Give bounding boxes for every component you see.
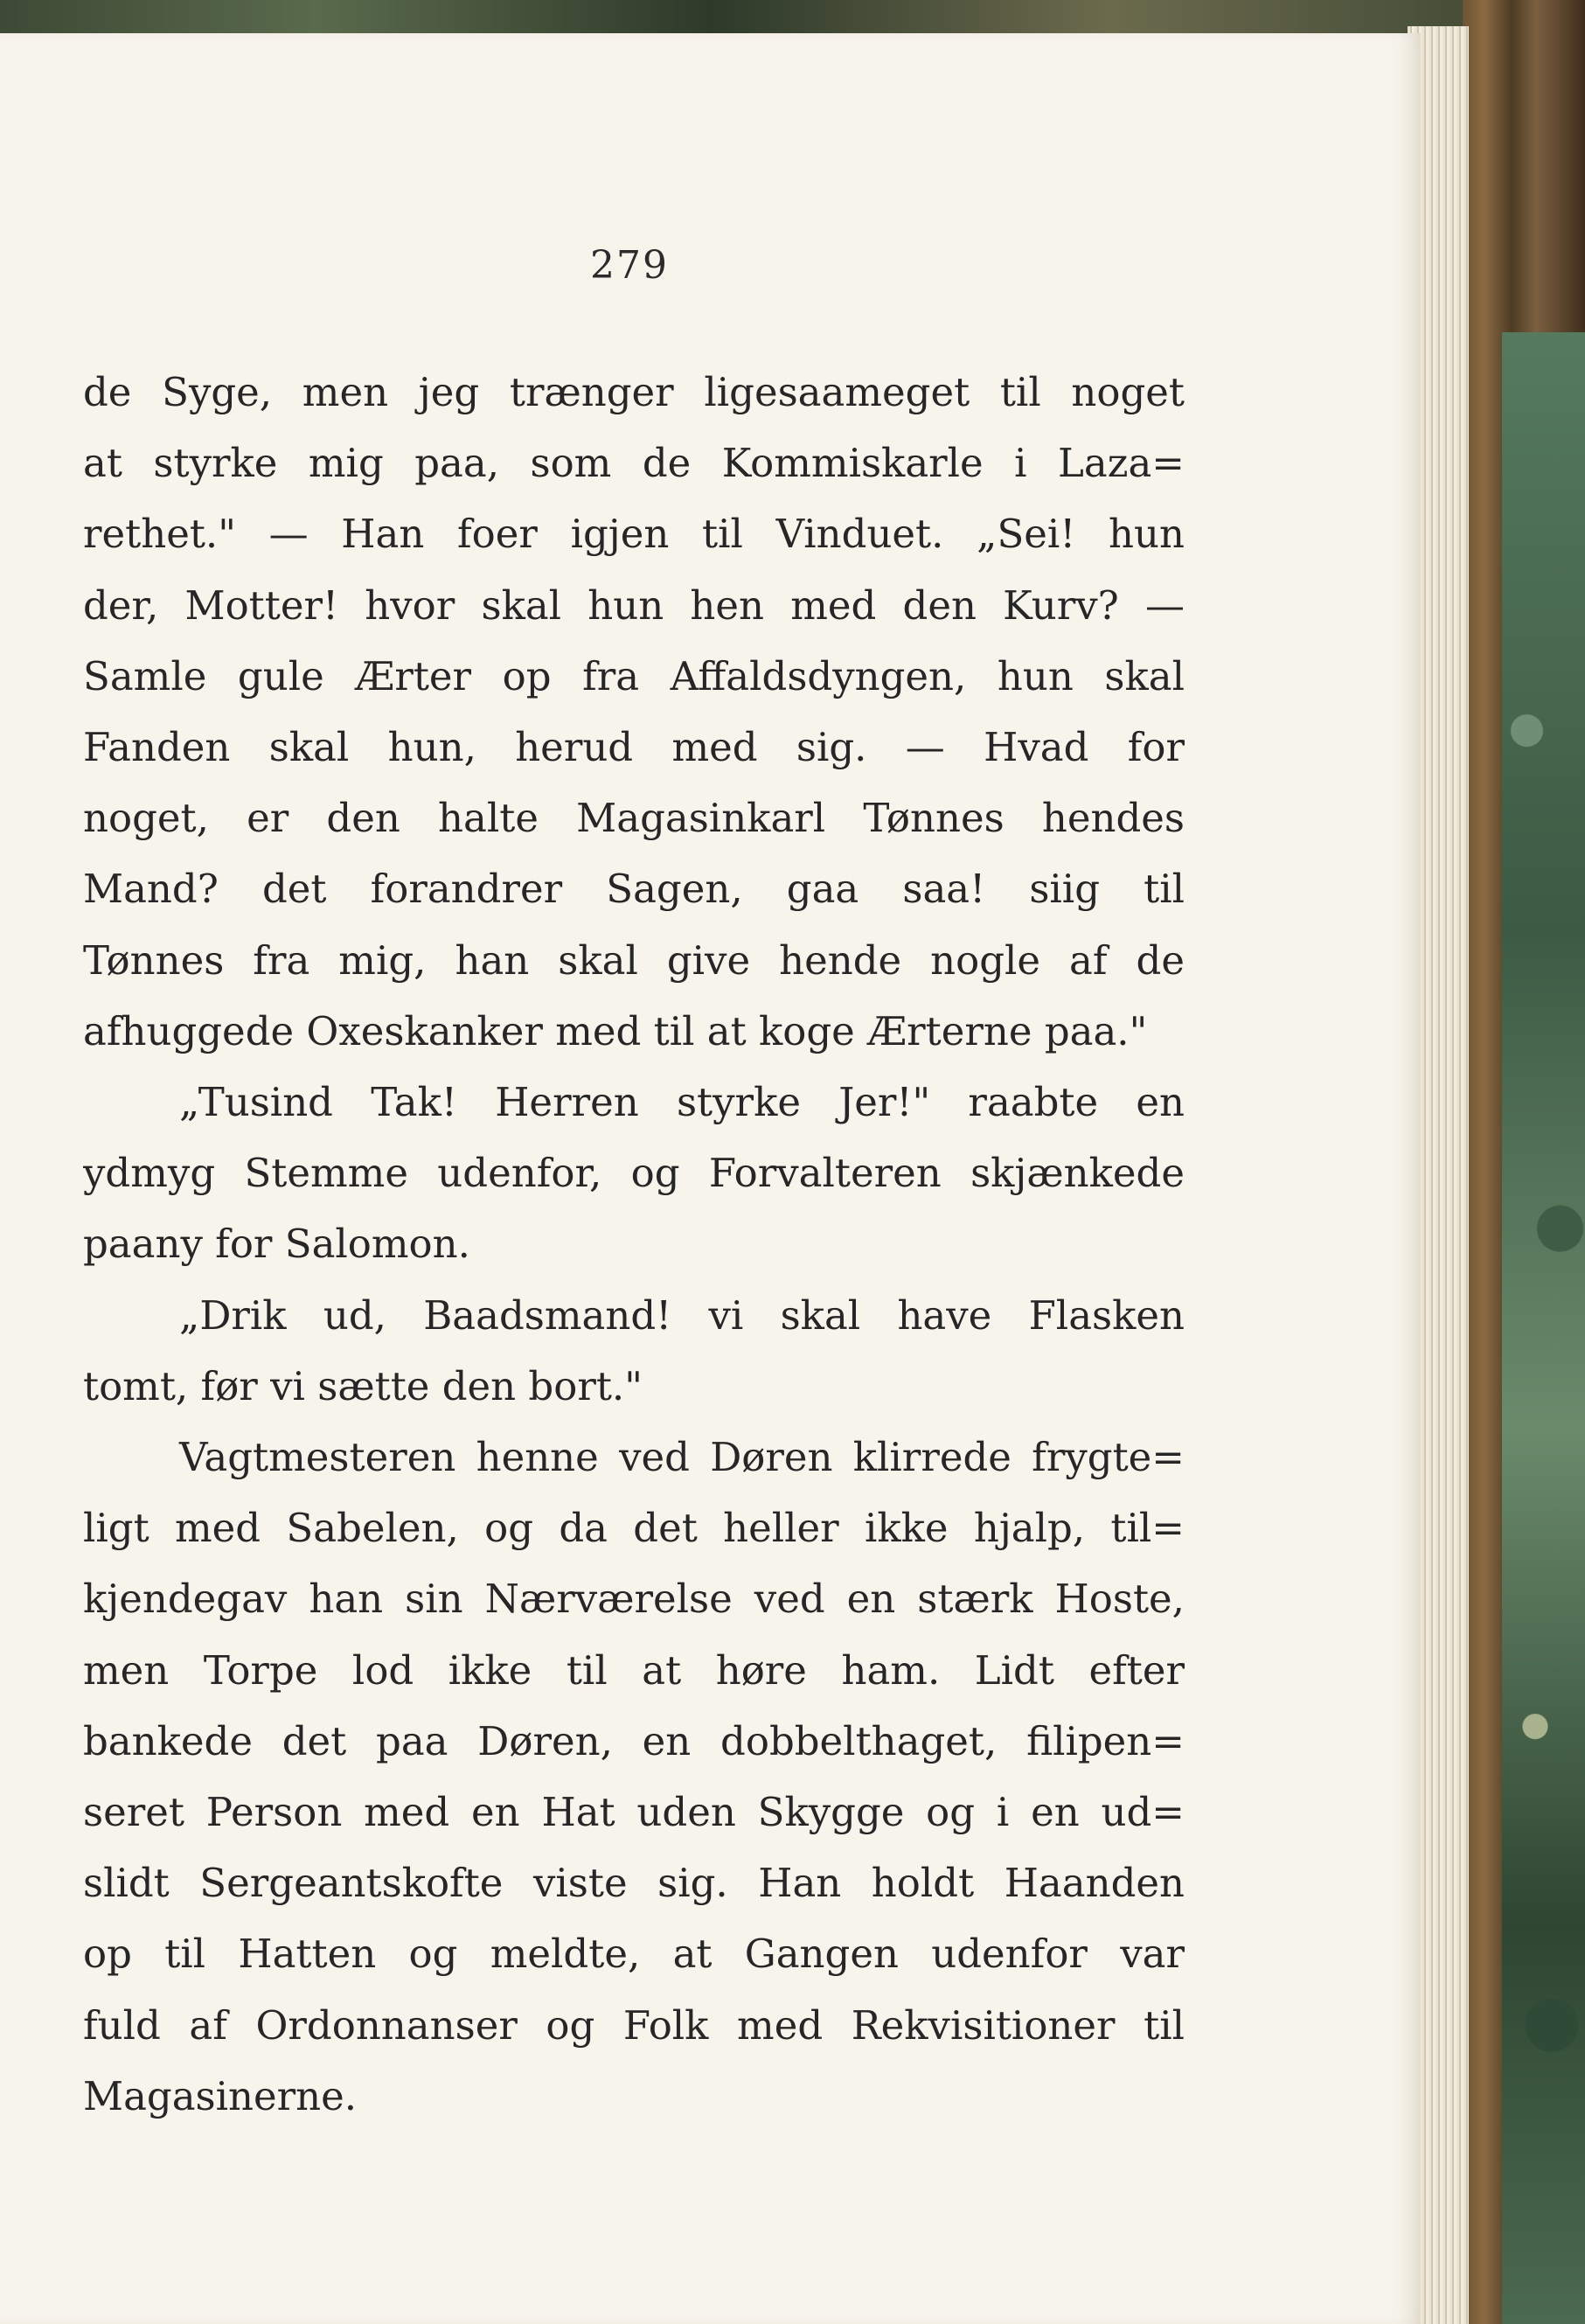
text-line: men Torpe lod ikke til at høre ham. Lidt efter (83, 1646, 1185, 1694)
text-line: Tønnes fra mig, han skal give hende nogle af de (83, 936, 1185, 984)
text-line: Magasinerne. (83, 2072, 358, 2119)
text-line: Samle gule Ærter op fra Affaldsdyngen, hun skal (83, 652, 1185, 699)
text-line: Vagtmesteren henne ved Døren klirrede frygte= (179, 1434, 1185, 1481)
book-page (0, 33, 1421, 2324)
text-line: der, Motter! hvor skal hun hen med den Kurv? — (83, 581, 1185, 629)
text-line: paany for Salomon. (83, 1221, 470, 1268)
text-line: „Drik ud, Baadsmand! vi skal have Flasken (179, 1291, 1185, 1339)
text-line: tomt, før vi sætte den bort." (83, 1362, 643, 1409)
text-line: fuld af Ordonnanser og Folk med Rekvisitioner til (83, 2001, 1185, 2049)
page-number: 279 (590, 243, 669, 288)
text-line: de Syge, men jeg trænger ligesaameget til noget (83, 369, 1185, 415)
text-line: „Tusind Tak! Herren styrke Jer!" raabte en (179, 1079, 1185, 1126)
text-line: bankede det paa Døren, en dobbelthaget, filipen= (83, 1717, 1185, 1764)
book-cover (1463, 0, 1585, 2324)
text-line: ydmyg Stemme udenfor, og Forvalteren skjænkede (83, 1150, 1185, 1197)
text-line: rethet." — Han foer igjen til Vinduet. „Sei! hun (83, 511, 1185, 558)
text-line: afhuggede Oxeskanker med til at koge Ærterne paa." (83, 1007, 1148, 1054)
body-text (83, 357, 1185, 2132)
text-line: ligt med Sabelen, og da det heller ikke hjalp, til= (83, 1505, 1185, 1552)
text-line: op til Hatten og meldte, at Gangen udenfor var (83, 1931, 1185, 1978)
text-line: Mand? det forandrer Sagen, gaa saa! siig til (83, 866, 1185, 913)
text-line: slidt Sergeantskofte viste sig. Han holdt Haanden (83, 1860, 1185, 1907)
text-line: seret Person med en Hat uden Skygge og i en ud= (83, 1789, 1185, 1836)
text-line: noget, er den halte Magasinkarl Tønnes hendes (83, 795, 1185, 842)
text-line: Fanden skal hun, herud med sig. — Hvad for (83, 724, 1185, 771)
text-line: kjendegav han sin Nærværelse ved en stærk Hoste, (83, 1576, 1185, 1623)
text-line: at styrke mig paa, som de Kommiskarle i Laza= (83, 440, 1185, 487)
marbled-board (1502, 332, 1585, 2324)
